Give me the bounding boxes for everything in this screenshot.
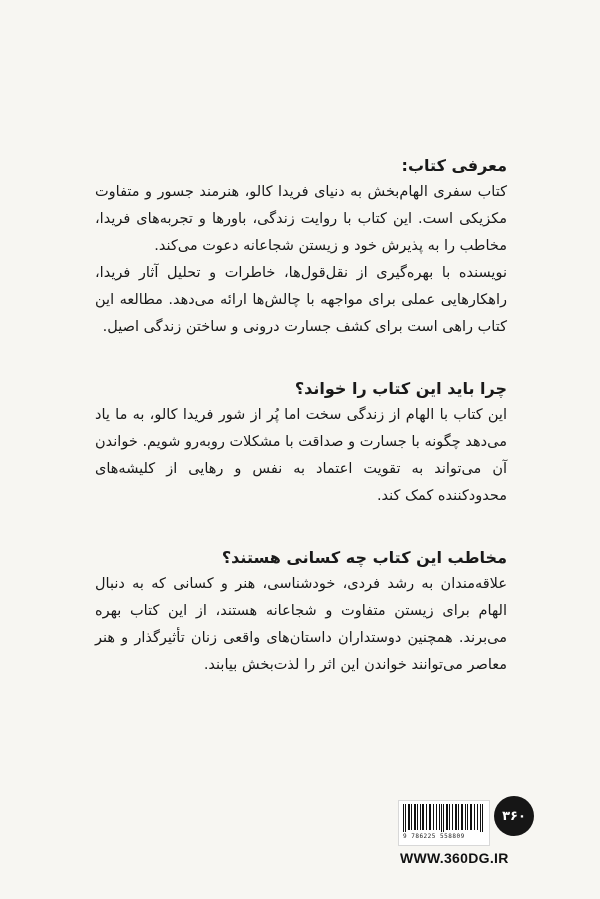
section-heading: معرفی کتاب: bbox=[401, 156, 507, 175]
barcode bbox=[398, 800, 490, 846]
publisher-website: WWW.360DG.IR bbox=[400, 850, 509, 866]
publisher-logo: ۳۶۰ bbox=[494, 796, 534, 836]
section-heading: مخاطب این کتاب چه کسانی هستند؟ bbox=[221, 548, 507, 567]
back-cover-text bbox=[95, 152, 507, 713]
section-book-intro bbox=[95, 152, 507, 341]
section-why-read bbox=[95, 375, 507, 510]
section-paragraph: نویسنده با بهره‌گیری از نقل‌قول‌ها، خاطرات و تحلیل آثار فریدا، راهکارهایی عملی برای مواجهه با چالش‌ها ارائه می‌دهد. مطالعه این کتاب راهی است برای کشف جسارت درونی و ساختن زندگی اصیل. bbox=[95, 265, 507, 335]
isbn-number: 9 786225 558809 bbox=[403, 833, 465, 840]
section-heading: چرا باید این کتاب را خواند؟ bbox=[294, 379, 507, 398]
barcode-icon bbox=[403, 804, 485, 832]
publisher-footer bbox=[398, 788, 538, 878]
section-paragraph: علاقه‌مندان به رشد فردی، خودشناسی، هنر و کسانی که به دنبال الهام برای زیستن متفاوت و شجاعانه هستند، از این کتاب بهره می‌برند. همچنین دوستداران داستان‌های واقعی زنان تأثیرگذار و هنر معاصر می‌توانند خواندن این اثر را لذت‌بخش بیابند. bbox=[95, 576, 507, 673]
section-paragraph: این کتاب با الهام از زندگی سخت اما پُر از شور فریدا کالو، به ما یاد می‌دهد چگونه با جسارت و صداقت با مشکلات روبه‌رو شویم. خواندن آن می‌تواند به تقویت اعتماد به نفس و رهایی از کلیشه‌های محدودکننده کمک کند. bbox=[95, 407, 507, 504]
section-paragraph: کتاب سفری الهام‌بخش به دنیای فریدا کالو، هنرمند جسور و متفاوت مکزیکی است. این کتاب با روایت زندگی، باورها و تجربه‌های فریدا، مخاطب را به پذیرش خود و زیستن شجاعانه دعوت می‌کند. bbox=[95, 184, 507, 254]
section-audience bbox=[95, 544, 507, 679]
